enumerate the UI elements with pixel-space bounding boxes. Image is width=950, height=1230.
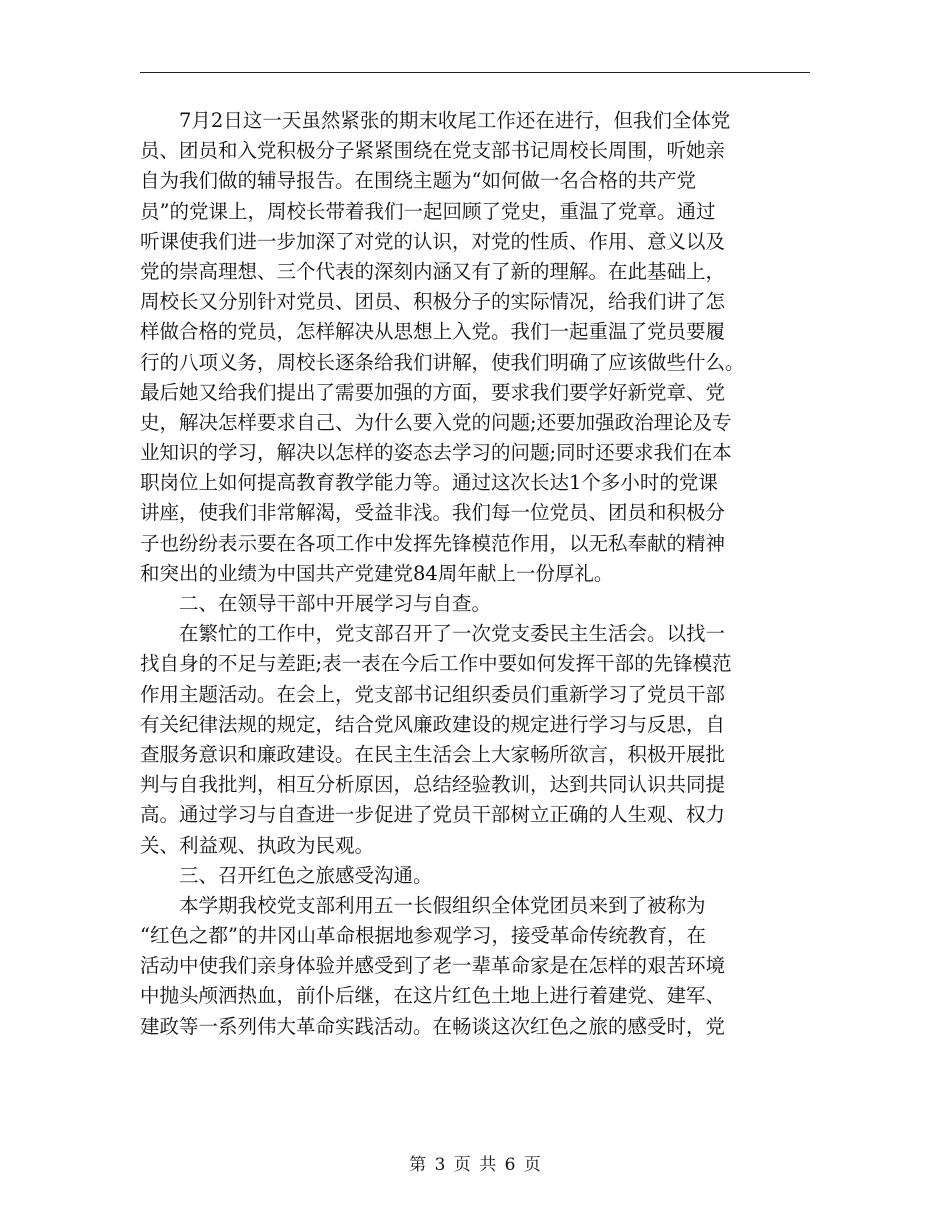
text-line: 和突出的业绩为中国共产党建党84周年献上一份厚礼。 bbox=[140, 561, 614, 585]
header-rule bbox=[140, 72, 810, 73]
text-line: 查服务意识和廉政建设。在民主生活会上大家畅所欲言，积极开展批 bbox=[140, 742, 726, 766]
text-line: 周校长又分别针对党员、团员、积极分子的实际情况，给我们讲了怎 bbox=[140, 290, 726, 314]
text-line: 7月2日这一天虽然紧张的期末收尾工作还在进行，但我们全体党 bbox=[140, 109, 731, 132]
text-line: 作用主题活动。在会上，党支部书记组织委员们重新学习了党员干部 bbox=[140, 682, 726, 706]
text-line: 三、召开红色之旅感受沟通。 bbox=[140, 863, 433, 887]
text-line: 听课使我们进一步加深了对党的认识，对党的性质、作用、意义以及 bbox=[140, 229, 726, 253]
document-body bbox=[140, 106, 810, 1042]
text-line: 职岗位上如何提高教育教学能力等。通过这次长达1个多小时的党课 bbox=[140, 471, 718, 495]
text-line: 自为我们做的辅导报告。在围绕主题为“如何做一名合格的共产党 bbox=[140, 169, 696, 193]
text-line: 建政等一系列伟大革命实践活动。在畅谈这次红色之旅的感受时，党 bbox=[140, 1014, 726, 1038]
page-footer: 第 3 页 共 6 页 bbox=[409, 1155, 541, 1175]
text-line: 高。通过学习与自查进一步促进了党员干部树立正确的人生观、权力 bbox=[140, 803, 726, 827]
text-line: 样做合格的党员，怎样解决从思想上入党。我们一起重温了党员要履 bbox=[140, 320, 726, 344]
text-line: 活动中使我们亲身体验并感受到了老一辈革命家是在怎样的艰苦环境 bbox=[140, 954, 726, 978]
text-line: 判与自我批判，相互分析原因，总结经验教训，达到共同认识共同提 bbox=[140, 773, 726, 797]
text-line: 有关纪律法规的规定，结合党风廉政建设的规定进行学习与反思，自 bbox=[140, 712, 726, 736]
text-line: 子也纷纷表示要在各项工作中发挥先锋模范作用，以无私奉献的精神 bbox=[140, 531, 726, 555]
text-line: 在繁忙的工作中，党支部召开了一次党支委民主生活会。以找一 bbox=[140, 622, 726, 646]
text-line: 找自身的不足与差距;表一表在今后工作中要如何发挥干部的先锋模范 bbox=[140, 652, 732, 676]
text-line: 行的八项义务，周校长逐条给我们讲解，使我们明确了应该做些什么。 bbox=[140, 350, 745, 374]
text-line: 二、在领导干部中开展学习与自查。 bbox=[140, 592, 492, 615]
text-line: 员、团员和入党积极分子紧紧围绕在党支部书记周校长周围，听她亲 bbox=[140, 139, 726, 163]
text-line: 最后她又给我们提出了需要加强的方面，要求我们要学好新党章、党 bbox=[140, 380, 726, 404]
text-line: 业知识的学习，解决以怎样的姿态去学习的问题;同时还要求我们在本 bbox=[140, 441, 732, 465]
text-line: 员”的党课上，周校长带着我们一起回顾了党史，重温了党章。通过 bbox=[140, 199, 716, 223]
text-line: 讲座，使我们非常解渴，受益非浅。我们每一位党员、团员和积极分 bbox=[140, 501, 726, 525]
text-line: 中抛头颅洒热血，前仆后继，在这片红色土地上进行着建党、建军、 bbox=[140, 984, 726, 1008]
text-line: “红色之都”的井冈山革命根据地参观学习，接受革命传统教育，在 bbox=[140, 924, 706, 948]
text-line: 史，解决怎样要求自己、为什么要入党的问题;还要加强政治理论及专 bbox=[140, 410, 732, 434]
text-line: 关、利益观、执政为民观。 bbox=[140, 833, 375, 857]
text-line: 党的崇高理想、三个代表的深刻内涵又有了新的理解。在此基础上， bbox=[140, 259, 726, 283]
text-line: 本学期我校党支部利用五一长假组织全体党团员来到了被称为 bbox=[140, 893, 706, 917]
